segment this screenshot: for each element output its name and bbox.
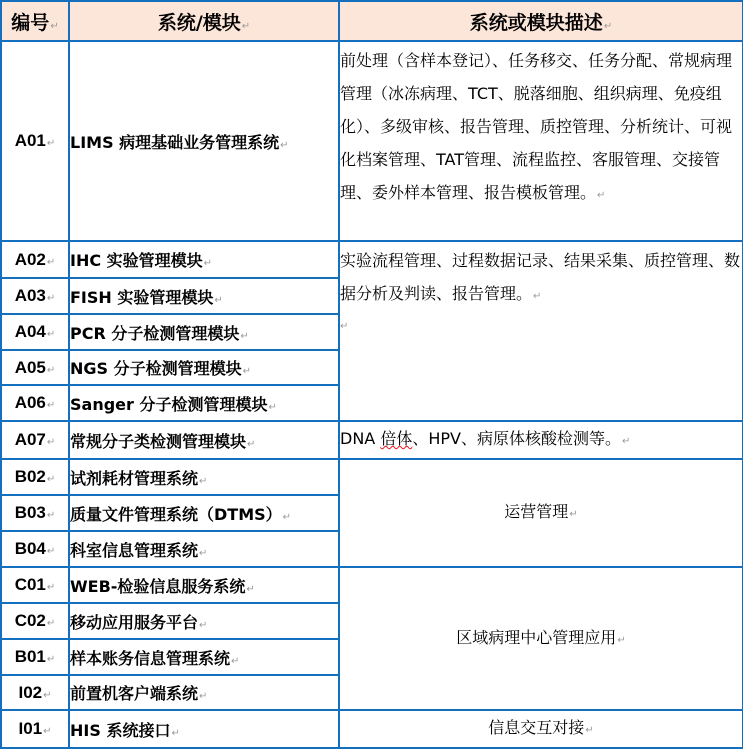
module-name-cell — [69, 567, 339, 603]
code-cell — [1, 710, 69, 748]
paragraph-mark-icon: ↵ — [43, 726, 52, 737]
code-cell — [1, 531, 69, 567]
paragraph-mark-icon: ↵ — [585, 725, 594, 736]
code-label: A03 — [14, 286, 46, 305]
module-name-cell — [69, 314, 339, 350]
module-name-cell — [69, 421, 339, 459]
code-cell — [1, 603, 69, 639]
module-name-cell — [69, 531, 339, 567]
code-cell — [1, 350, 69, 385]
code-cell — [1, 675, 69, 710]
module-name-cell — [69, 495, 339, 531]
description-text: 前处理（含样本登记）、任务移交、任务分配、常规病理管理（冰冻病理、TCT、脱落细胞、组织病理、免疫组化）、多级审核、报告管理、质控管理、分析统计、可视化档案管理、TAT管理、流程监控、客服管理、交接管理、委外样本管理、报告模板管理。 — [340, 51, 733, 202]
code-label: A02 — [14, 249, 46, 269]
paragraph-mark-icon: ↵ — [199, 619, 208, 631]
paragraph-mark-icon: ↵ — [199, 475, 208, 487]
code-label: I02 — [18, 682, 43, 702]
header-code-label: 编号 — [11, 11, 50, 34]
paragraph-mark-icon: ↵ — [46, 546, 56, 557]
module-name: Sanger 分子检测管理模块 — [70, 394, 268, 414]
code-label: B02 — [14, 467, 46, 486]
description-text: DNA — [340, 429, 381, 448]
code-cell — [1, 567, 69, 603]
code-label: B04 — [14, 539, 46, 558]
module-name: 试剂耗材管理系统 — [70, 468, 199, 488]
code-cell — [1, 639, 69, 675]
description-text: 、HPV、病原体核酸检测等。 — [412, 429, 621, 448]
code-cell — [1, 385, 69, 421]
paragraph-mark-icon: ↵ — [617, 634, 626, 646]
module-name-cell — [69, 710, 339, 748]
paragraph-mark-icon: ↵ — [597, 190, 606, 201]
code-label: A01 — [14, 131, 46, 150]
header-description — [339, 1, 743, 41]
module-name-cell — [69, 459, 339, 495]
paragraph-mark-icon: ↵ — [280, 139, 289, 151]
paragraph-mark-icon: ↵ — [247, 438, 256, 450]
description-cell-operations — [339, 459, 743, 567]
paragraph-mark-icon: ↵ — [203, 258, 213, 269]
paragraph-mark-icon: ↵ — [621, 436, 631, 447]
header-module-label: 系统/模块 — [157, 11, 241, 34]
header-code — [1, 1, 69, 41]
description-cell-regional-center — [339, 567, 743, 710]
module-name: 质量文件管理系统（DTMS） — [70, 504, 282, 524]
code-label: C02 — [14, 611, 46, 630]
code-label: A06 — [14, 393, 46, 412]
paragraph-mark-icon: ↵ — [46, 618, 56, 629]
code-cell — [1, 314, 69, 350]
code-label: B01 — [14, 647, 46, 666]
code-label: I01 — [18, 719, 43, 738]
code-label: B03 — [14, 503, 46, 522]
header-module — [69, 1, 339, 41]
module-name-cell — [69, 241, 339, 278]
module-name: WEB-检验信息服务系统 — [70, 576, 246, 596]
description-cell-interface — [339, 710, 743, 748]
paragraph-mark-icon: ↵ — [46, 510, 56, 521]
description-cell-lab-modules — [339, 241, 743, 421]
module-name-cell — [69, 385, 339, 421]
paragraph-mark-icon: ↵ — [241, 20, 251, 32]
module-name: IHC 实验管理模块 — [70, 251, 203, 270]
paragraph-mark-icon: ↵ — [268, 401, 277, 413]
table-row — [1, 459, 743, 495]
description-text: 运营管理 — [504, 502, 569, 521]
module-name: 前置机客户端系统 — [70, 684, 199, 703]
paragraph-mark-icon: ↵ — [240, 330, 249, 342]
paragraph-mark-icon: ↵ — [231, 655, 240, 667]
module-name-cell — [69, 639, 339, 675]
description-cell-molecular — [339, 421, 743, 459]
paragraph-mark-icon: ↵ — [569, 509, 578, 520]
paragraph-mark-icon: ↵ — [43, 689, 52, 701]
module-name-cell — [69, 278, 339, 314]
spellcheck-flagged-word: 倍体 — [380, 429, 413, 448]
code-label: A07 — [14, 430, 46, 449]
paragraph-mark-icon: ↵ — [46, 138, 56, 149]
paragraph-mark-icon: ↵ — [46, 400, 56, 411]
description-cell-lims — [339, 41, 743, 241]
module-name-cell — [69, 675, 339, 710]
paragraph-mark-icon: ↵ — [340, 321, 349, 332]
code-cell — [1, 241, 69, 278]
paragraph-mark-icon: ↵ — [46, 293, 56, 304]
table-row — [1, 421, 743, 459]
module-name: PCR 分子检测管理模块 — [70, 323, 240, 343]
code-label: A04 — [14, 322, 46, 341]
module-name: NGS 分子检测管理模块 — [70, 359, 242, 378]
paragraph-mark-icon: ↵ — [199, 691, 208, 702]
description-text: 区域病理中心管理应用 — [456, 627, 617, 647]
code-label: C01 — [14, 575, 46, 594]
paragraph-mark-icon: ↵ — [46, 437, 56, 448]
table-row — [1, 710, 743, 748]
module-name: LIMS 病理基础业务管理系统 — [70, 132, 280, 152]
paragraph-mark-icon: ↵ — [171, 727, 180, 739]
module-name-cell — [69, 41, 339, 241]
module-name-cell — [69, 603, 339, 639]
header-row — [1, 1, 743, 41]
paragraph-mark-icon: ↵ — [46, 582, 56, 593]
paragraph-mark-icon: ↵ — [199, 547, 208, 559]
paragraph-mark-icon: ↵ — [50, 20, 59, 32]
code-cell — [1, 459, 69, 495]
paragraph-mark-icon: ↵ — [246, 583, 255, 595]
module-name: FISH 实验管理模块 — [70, 287, 214, 307]
table-row — [1, 567, 743, 603]
module-name: 常规分子类检测管理模块 — [70, 431, 247, 451]
paragraph-mark-icon: ↵ — [46, 654, 56, 665]
table-row — [1, 41, 743, 241]
paragraph-mark-icon: ↵ — [282, 511, 292, 523]
code-cell — [1, 41, 69, 241]
header-desc-label: 系统或模块描述 — [469, 11, 603, 34]
table-row — [1, 241, 743, 278]
paragraph-mark-icon: ↵ — [46, 256, 56, 268]
module-name-cell — [69, 350, 339, 385]
description-text: 实验流程管理、过程数据记录、结果采集、质控管理、数据分析及判读、报告管理。 — [340, 251, 741, 303]
code-cell — [1, 278, 69, 314]
code-cell — [1, 495, 69, 531]
description-text: 信息交互对接 — [488, 718, 585, 737]
paragraph-mark-icon: ↵ — [603, 20, 613, 32]
paragraph-mark-icon: ↵ — [46, 474, 56, 485]
module-name: 移动应用服务平台 — [70, 612, 199, 632]
paragraph-mark-icon: ↵ — [214, 294, 223, 306]
paragraph-mark-icon: ↵ — [533, 291, 542, 302]
code-label: A05 — [14, 357, 46, 377]
code-cell — [1, 421, 69, 459]
paragraph-mark-icon: ↵ — [46, 364, 56, 376]
paragraph-mark-icon: ↵ — [46, 329, 56, 340]
module-name: 样本账务信息管理系统 — [70, 648, 231, 668]
module-name: 科室信息管理系统 — [70, 540, 199, 560]
module-name: HIS 系统接口 — [70, 720, 171, 740]
paragraph-mark-icon: ↵ — [242, 366, 252, 377]
